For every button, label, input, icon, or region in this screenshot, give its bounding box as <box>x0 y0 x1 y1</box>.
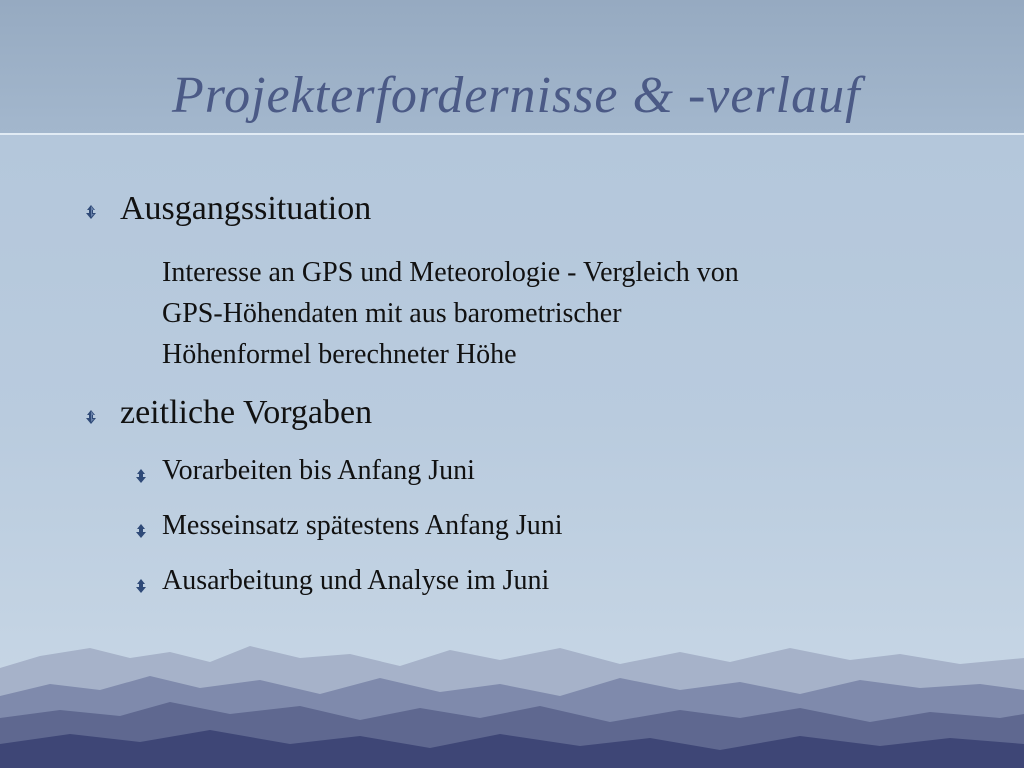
subitem-ausarbeitung: Ausarbeitung und Analyse im Juni <box>162 565 550 596</box>
slide-title: Projekterfordernisse & -verlauf <box>172 67 861 124</box>
mountain-silhouette <box>0 618 1024 768</box>
ausgangssituation-paragraph <box>162 252 942 375</box>
paragraph-line: Interesse an GPS und Meteorologie - Vergleich von <box>162 257 739 288</box>
bullet-icon <box>136 579 146 593</box>
paragraph-line: GPS-Höhendaten mit aus barometrischer <box>162 298 622 329</box>
subitem-vorarbeiten: Vorarbeiten bis Anfang Juni <box>162 455 475 486</box>
bullet-icon <box>86 410 96 424</box>
bullet-ausgangssituation: Ausgangssituation <box>120 190 372 227</box>
bullet-zeitliche-vorgaben: zeitliche Vorgaben <box>120 394 373 431</box>
bullet-icon <box>136 469 146 483</box>
bullet-icon <box>136 524 146 538</box>
subitem-messeinsatz: Messeinsatz spätestens Anfang Juni <box>162 510 563 541</box>
paragraph-line: Höhenformel berechneter Höhe <box>162 339 517 370</box>
bullet-icon <box>86 205 96 219</box>
title-divider <box>0 133 1024 135</box>
